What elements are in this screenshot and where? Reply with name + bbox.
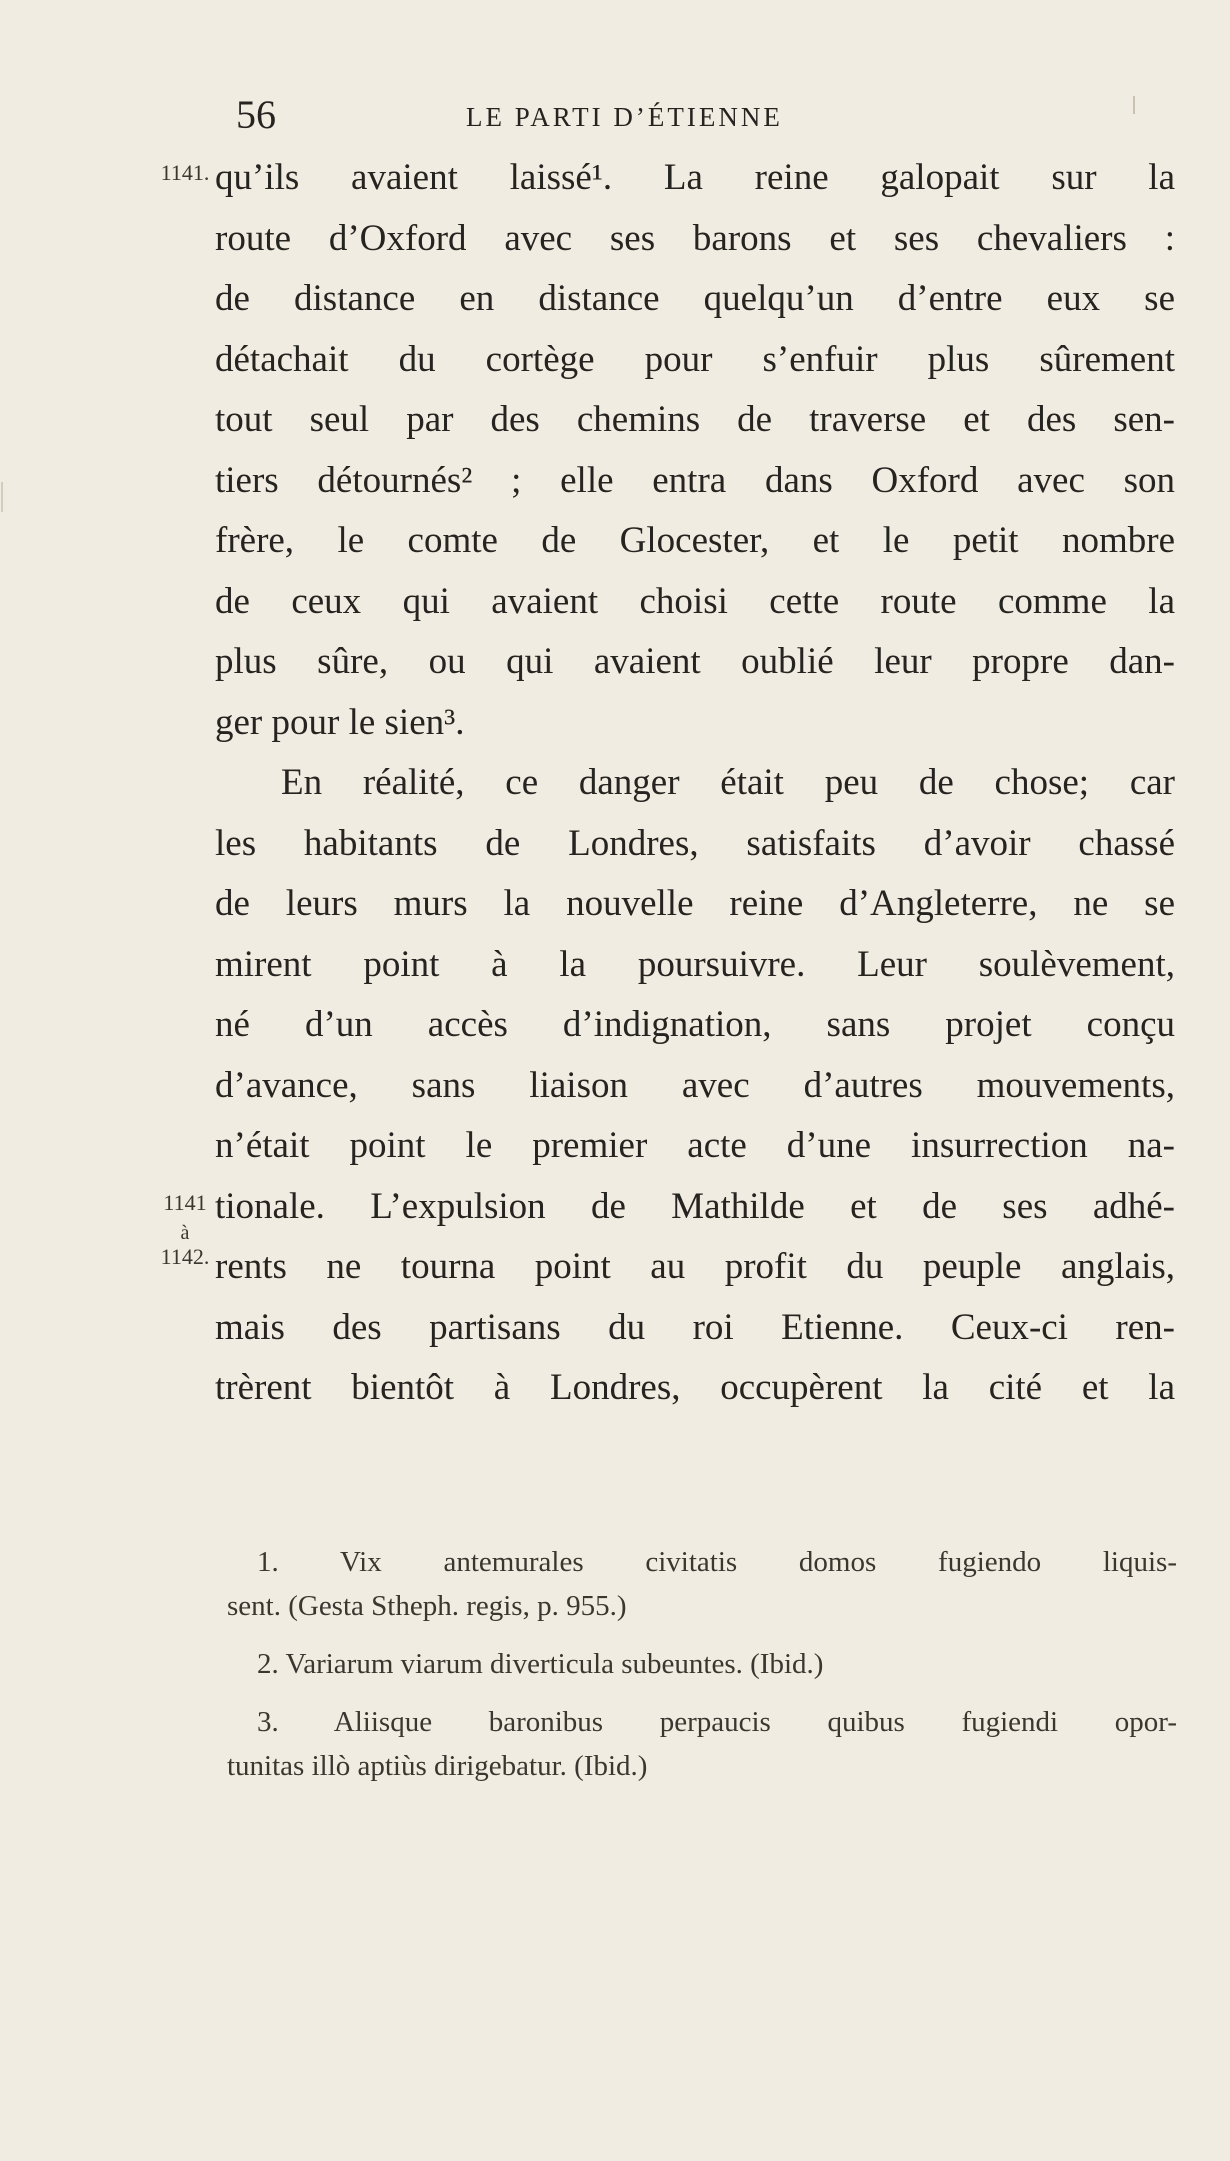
page-number: 56 [236, 92, 276, 137]
text-line: tionale. L’expulsion de Mathilde et de ses adhé- [215, 1185, 1175, 1227]
text-line: mirent point à la poursuivre. Leur soulèvement, [215, 943, 1175, 985]
main-text [215, 148, 1175, 1419]
text-line: plus sûre, ou qui avaient oublié leur propre dan- [215, 641, 1175, 682]
text-line: de leurs murs la nouvelle reine d’Angleterre, ne se [215, 883, 1175, 924]
text-line: détachait du cortège pour s’enfuir plus sûrement [215, 338, 1175, 380]
margin-year-range-mid: à [180, 1222, 190, 1244]
text-line: frère, le comte de Glocester, et le petit nombre [215, 520, 1175, 561]
footnote-line: tunitas illò aptiùs dirigebatur. (Ibid.) [227, 1750, 648, 1782]
text-line: les habitants de Londres, satisfaits d’avoir chassé [215, 822, 1175, 864]
text-line: ger pour le sien³. [215, 701, 465, 743]
text-line: de ceux qui avaient choisi cette route comme la [215, 580, 1175, 622]
text-line: route d’Oxford avec ses barons et ses chevaliers : [215, 217, 1175, 259]
text-line: rents ne tourna point au profit du peuple anglais, [215, 1246, 1175, 1287]
footnote-line: 3. Aliisque baronibus perpaucis quibus fugiendi opor- [257, 1706, 1177, 1738]
text-line: mais des partisans du roi Etienne. Ceux-ci ren- [215, 1306, 1175, 1348]
footnote-line: 2. Variarum viarum diverticula subeuntes. (Ibid.) [257, 1648, 824, 1680]
text-line: tiers détournés² ; elle entra dans Oxford avec son [215, 459, 1175, 501]
footnote [257, 1642, 1177, 1686]
margin-year-range-start: 1141 [163, 1190, 207, 1215]
page-header [236, 90, 1166, 140]
text-line: tout seul par des chemins de traverse et des sen- [215, 399, 1175, 440]
text-line: né d’un accès d’indignation, sans projet conçu [215, 1004, 1175, 1045]
print-mark [1, 482, 3, 512]
margin-year: 1141. [160, 160, 210, 185]
margin-year-range-end: 1142. [160, 1244, 210, 1269]
text-line: qu’ils avaient laissé¹. La reine galopait sur la [215, 157, 1175, 198]
footnote [227, 1540, 1177, 1628]
text-line: trèrent bientôt à Londres, occupèrent la cité et la [215, 1367, 1175, 1408]
footnote [227, 1700, 1177, 1788]
footnotes [227, 1540, 1177, 1802]
running-title: LE PARTI D’ÉTIENNE [466, 102, 783, 132]
text-line: d’avance, sans liaison avec d’autres mouvements, [215, 1064, 1175, 1106]
footnote-line: sent. (Gesta Stheph. regis, p. 955.) [227, 1590, 627, 1622]
text-line: En réalité, ce danger était peu de chose; car [281, 762, 1175, 803]
footnote-line: 1. Vix antemurales civitatis domos fugiendo liquis- [257, 1546, 1177, 1578]
text-line: n’était point le premier acte d’une insurrection na- [215, 1125, 1175, 1166]
text-line: de distance en distance quelqu’un d’entre eux se [215, 278, 1175, 319]
